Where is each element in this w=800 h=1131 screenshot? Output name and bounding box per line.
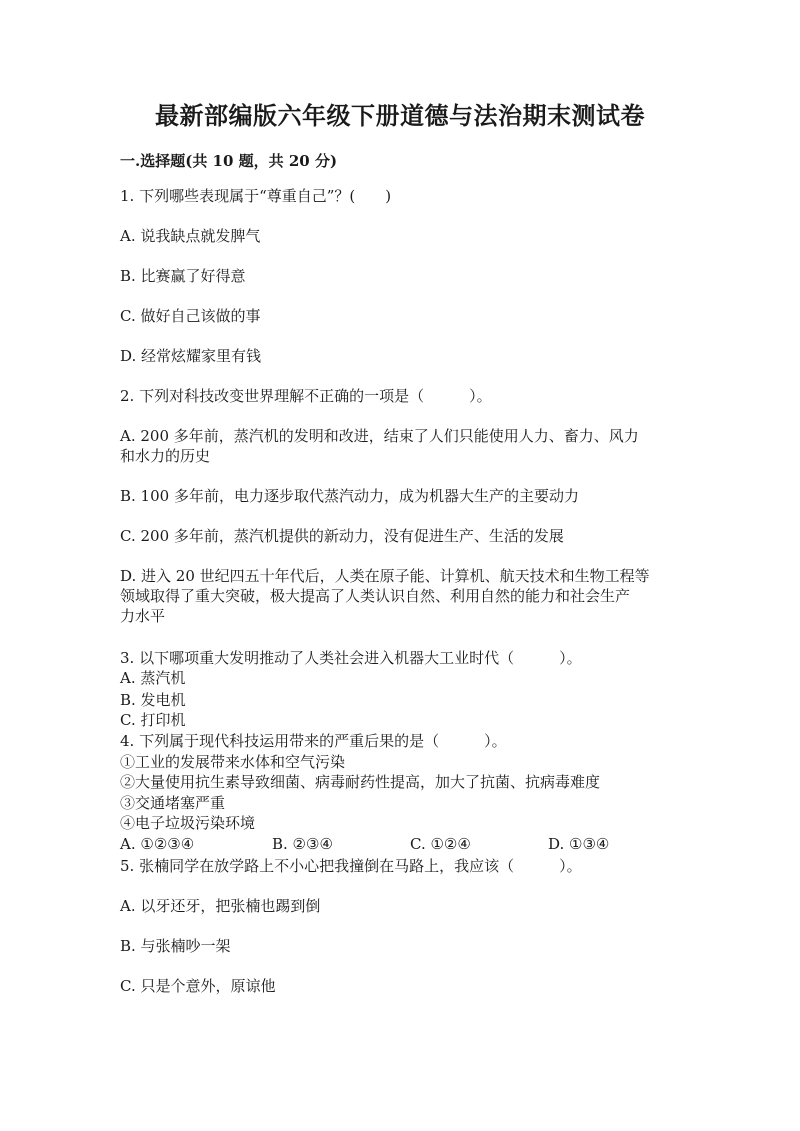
question-4-options-row <box>120 834 680 854</box>
question-5-option-c: C. 只是个意外，原谅他 <box>120 977 276 995</box>
question-5-option-a: A. 以牙还牙，把张楠也踢到倒 <box>120 897 321 915</box>
question-2-option-a-line2: 和水力的历史 <box>120 447 211 465</box>
question-2-option-b: B. 100 多年前，电力逐步取代蒸汽动力，成为机器大生产的主要动力 <box>120 487 579 505</box>
question-4-option-c: C. ①②④ <box>410 835 471 853</box>
question-2-option-d-line3: 力水平 <box>120 607 166 625</box>
question-3-option-b: B. 发电机 <box>120 691 186 709</box>
question-2-stem: 2. 下列对科技改变世界理解不正确的一项是（ ）。 <box>120 387 492 405</box>
question-4-statement-4: ④电子垃圾污染环境 <box>120 814 256 832</box>
question-4-statement-1: ①工业的发展带来水体和空气污染 <box>120 753 346 771</box>
question-1-option-d: D. 经常炫耀家里有钱 <box>120 347 262 365</box>
question-2-option-a-line1: A. 200 多年前，蒸汽机的发明和改进，结束了人们只能使用人力、畜力、风力 <box>120 427 639 445</box>
page-title: 最新部编版六年级下册道德与法治期末测试卷 <box>155 101 645 130</box>
question-3-option-c: C. 打印机 <box>120 711 186 729</box>
question-1-option-b: B. 比赛赢了好得意 <box>120 267 246 285</box>
question-4-option-b: B. ②③④ <box>272 835 333 853</box>
question-2-option-d-line2: 领域取得了重大突破，极大提高了人类认识自然、利用自然的能力和社会生产 <box>120 587 631 605</box>
question-4-option-a: A. ①②③④ <box>120 835 195 853</box>
question-3-option-a: A. 蒸汽机 <box>120 669 186 687</box>
question-4-statement-3: ③交通堵塞严重 <box>120 794 226 812</box>
question-4-option-d: D. ①③④ <box>548 835 610 853</box>
question-2-option-d-line1: D. 进入 20 世纪四五十年代后，人类在原子能、计算机、航天技术和生物工程等 <box>120 567 650 585</box>
question-1-stem: 1. 下列哪些表现属于“尊重自己”？( ) <box>120 187 392 205</box>
question-1-option-c: C. 做好自己该做的事 <box>120 307 261 325</box>
question-3-stem: 3. 以下哪项重大发明推动了人类社会进入机器大工业时代（ ）。 <box>120 649 582 667</box>
section-heading: 一.选择题(共 10 题，共 20 分) <box>120 152 338 170</box>
question-4-stem: 4. 下列属于现代科技运用带来的严重后果的是（ ）。 <box>120 732 507 750</box>
question-4-statement-2: ②大量使用抗生素导致细菌、病毒耐药性提高，加大了抗菌、抗病毒难度 <box>120 773 601 791</box>
question-5-stem: 5. 张楠同学在放学路上不小心把我撞倒在马路上，我应该（ ）。 <box>120 857 582 875</box>
question-2-option-c: C. 200 多年前，蒸汽机提供的新动力，没有促进生产、生活的发展 <box>120 527 564 545</box>
question-1-option-a: A. 说我缺点就发脾气 <box>120 227 261 245</box>
question-5-option-b: B. 与张楠吵一架 <box>120 937 231 955</box>
